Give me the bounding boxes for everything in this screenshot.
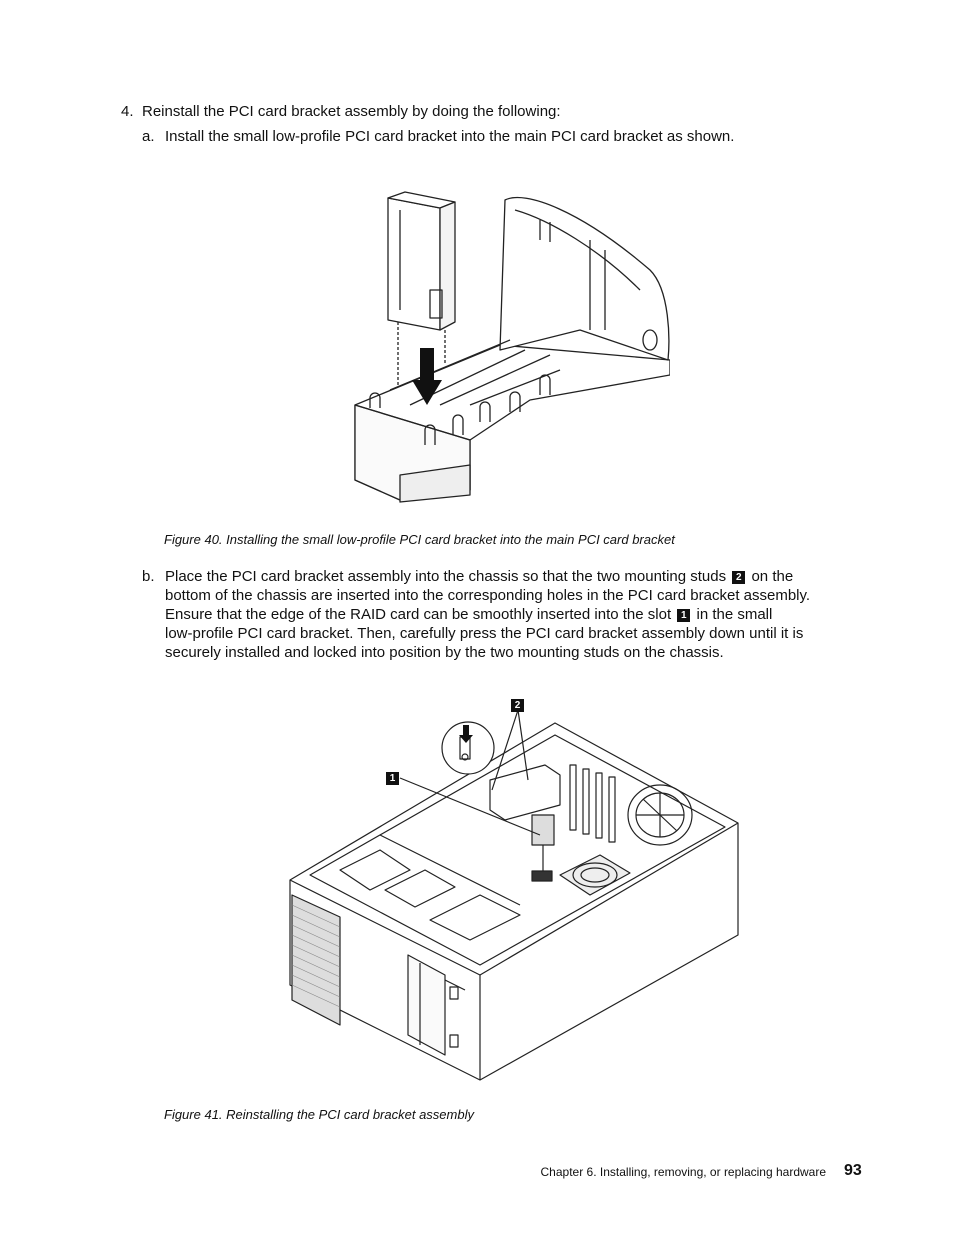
step-number: 4. — [121, 103, 134, 120]
text-segment: Place the PCI card bracket assembly into the chassis so that the two mounting studs — [165, 568, 727, 585]
figure-41-illustration — [280, 695, 750, 1085]
figure-41-caption: Figure 41. Reinstalling the PCI card bracket assembly — [164, 1107, 474, 1122]
figure-callout-1: 1 — [386, 772, 399, 785]
step-text: Reinstall the PCI card bracket assembly by doing the following: — [142, 103, 561, 120]
text-segment: on the — [751, 568, 794, 585]
substep-text — [165, 567, 865, 662]
substep-text: Install the small low-profile PCI card bracket into the main PCI card bracket as shown. — [165, 128, 735, 145]
substep-line: securely installed and locked into position by the two mounting studs on the chassis. — [165, 644, 724, 661]
substep-line: bottom of the chassis are inserted into the corresponding holes in the PCI card bracket assembly. — [165, 587, 811, 604]
text-segment: in the small — [696, 606, 773, 623]
callout-1-badge: 1 — [677, 609, 690, 622]
substep-line — [165, 605, 865, 624]
substep-line — [165, 567, 865, 586]
page-number: 93 — [844, 1162, 862, 1179]
substep-label: a. — [142, 128, 155, 145]
figure-40-illustration — [350, 190, 670, 510]
text-segment: Ensure that the edge of the RAID card can be smoothly inserted into the slot — [165, 606, 672, 623]
figure-40-caption: Figure 40. Installing the small low-profile PCI card bracket into the main PCI card bracket — [164, 532, 675, 547]
footer-chapter-title: Chapter 6. Installing, removing, or replacing hardware — [540, 1165, 826, 1179]
substep-label: b. — [142, 568, 155, 585]
figure-callout-2: 2 — [511, 699, 524, 712]
substep-line: low-profile PCI card bracket. Then, carefully press the PCI card bracket assembly down until it is — [165, 625, 804, 642]
callout-2-badge: 2 — [732, 571, 745, 584]
